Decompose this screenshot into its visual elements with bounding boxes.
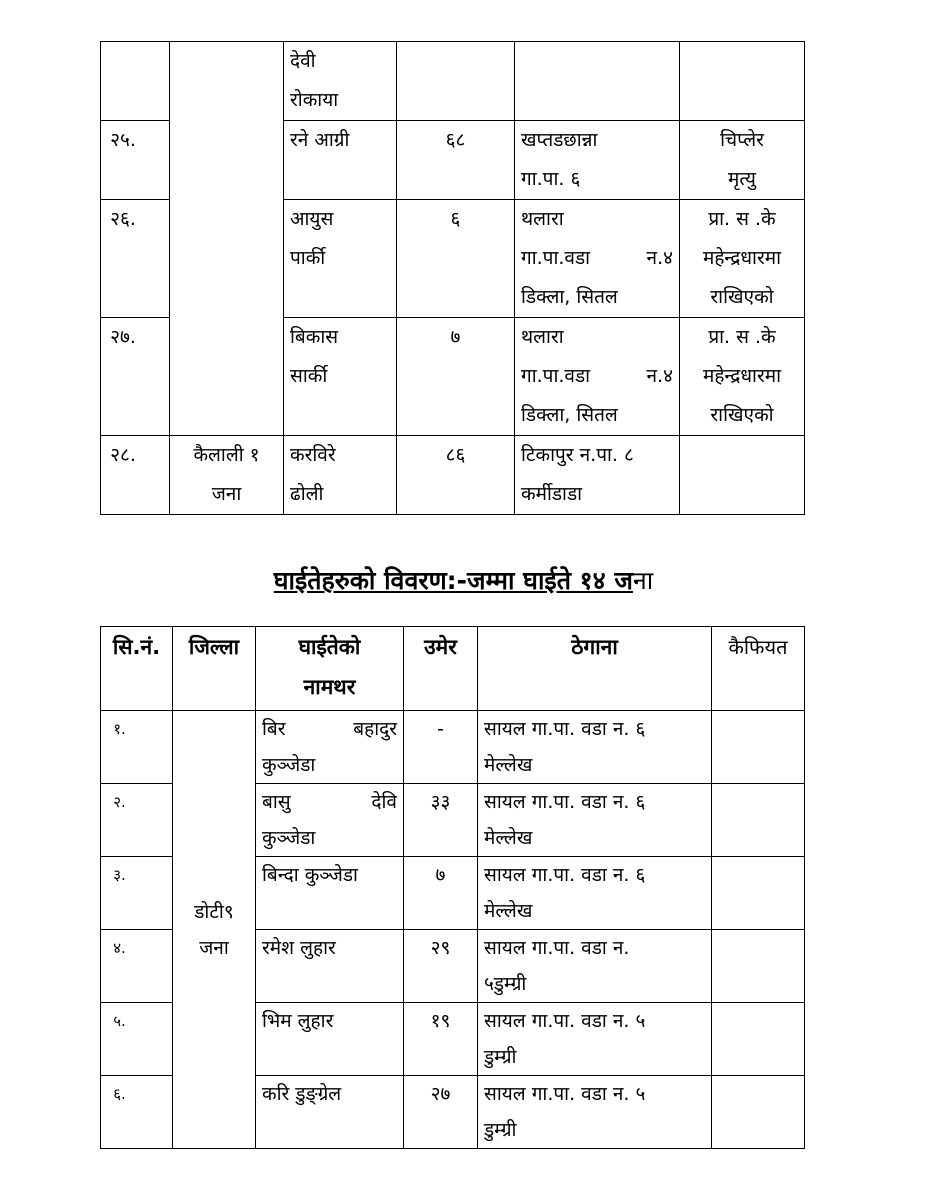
address-cell	[515, 121, 680, 200]
age-cell: ७	[404, 857, 478, 930]
name-line: बासु देवि	[262, 791, 397, 813]
address-cell	[478, 784, 712, 857]
remarks-cell	[712, 930, 805, 1003]
address-cell	[478, 711, 712, 784]
serial-cell: २.	[101, 784, 173, 857]
address-cell	[478, 1003, 712, 1076]
district-line: डोटी९	[194, 900, 234, 923]
serial-cell	[101, 42, 170, 121]
name-line: रोकाया	[290, 89, 339, 111]
header-row	[101, 627, 805, 711]
name-line: करविरे	[290, 444, 336, 466]
address-line: मेल्लेख	[484, 754, 533, 776]
address-cell	[478, 930, 712, 1003]
remarks-cell	[680, 436, 805, 515]
address-line: गा.पा.वडा न.४	[521, 365, 673, 387]
address-line: मेल्लेख	[484, 827, 533, 849]
address-line: गा.पा. ६	[521, 168, 581, 190]
name-line: देवी	[290, 50, 316, 72]
remarks-cell	[680, 42, 805, 121]
address-line: सायल गा.पा. वडा न. ६	[484, 791, 646, 813]
header-address: ठेगाना	[478, 627, 712, 711]
name-line: भिम लुहार	[262, 1010, 334, 1032]
address-line: डिक्ला, सितल	[521, 404, 618, 426]
heading-rest: ना	[632, 566, 654, 595]
remarks-cell	[712, 857, 805, 930]
header-name	[256, 627, 404, 711]
header-remarks: कैफियत	[712, 627, 805, 711]
address-cell	[478, 1076, 712, 1149]
address-line: ५डुम्ग्री	[484, 973, 527, 995]
serial-cell: २५.	[101, 121, 170, 200]
deceased-table	[100, 41, 805, 515]
serial-cell: ३.	[101, 857, 173, 930]
address-cell	[478, 857, 712, 930]
remarks-line: राखिएको	[710, 286, 774, 308]
header-district: जिल्ला	[173, 627, 256, 711]
remarks-cell	[712, 711, 805, 784]
name-line: सार्की	[290, 365, 328, 387]
name-cell	[256, 930, 404, 1003]
header-age: उमेर	[404, 627, 478, 711]
heading-underlined: घाईतेहरुको विवरण:-जम्मा घाईते १४ ज	[273, 566, 633, 595]
address-line: कर्मीडाडा	[521, 483, 583, 505]
address-cell	[515, 436, 680, 515]
address-line: सायल गा.पा. वडा न. ६	[484, 718, 646, 740]
name-line: बिकास	[290, 326, 339, 348]
serial-cell: २६.	[101, 200, 170, 318]
address-line: डुम्ग्री	[484, 1119, 517, 1141]
remarks-cell	[712, 1003, 805, 1076]
address-line: गा.पा.वडा न.४	[521, 247, 673, 269]
remarks-line: राखिएको	[710, 404, 774, 426]
header-serial: सि.नं.	[101, 627, 173, 711]
name-cell	[256, 711, 404, 784]
address-line: सायल गा.पा. वडा न. ६	[484, 864, 646, 886]
address-line: थलारा	[521, 326, 564, 348]
address-line: मेल्लेख	[484, 900, 533, 922]
name-line: कुञ्जेडा	[262, 754, 316, 776]
name-cell	[284, 121, 397, 200]
address-cell	[515, 200, 680, 318]
remarks-cell	[712, 784, 805, 857]
name-line: पार्की	[290, 247, 326, 269]
address-line: थलारा	[521, 208, 564, 230]
remarks-line: महेन्द्रधारमा	[702, 365, 782, 387]
remarks-cell	[680, 200, 805, 318]
remarks-line: प्रा. स .के	[708, 208, 776, 230]
address-cell	[515, 42, 680, 121]
age-cell: ८६	[397, 436, 515, 515]
address-line: टिकापुर न.पा. ८	[521, 444, 634, 466]
remarks-line: चिप्लेर	[720, 129, 764, 151]
age-cell: ३३	[404, 784, 478, 857]
name-line: बिर बहादुर	[262, 718, 397, 740]
name-line: करि डुङ्ग्रेल	[262, 1083, 342, 1105]
section-heading	[0, 563, 927, 597]
name-cell	[284, 318, 397, 436]
age-cell: -	[404, 711, 478, 784]
district-cell	[170, 42, 284, 436]
address-line: डुम्ग्री	[484, 1046, 517, 1068]
table-row	[101, 42, 805, 121]
remarks-cell	[680, 318, 805, 436]
name-cell	[284, 200, 397, 318]
name-line: रमेश लुहार	[262, 937, 336, 959]
address-line: सायल गा.पा. वडा न. ५	[484, 1010, 646, 1032]
serial-cell: २८.	[101, 436, 170, 515]
name-line: आयुस	[290, 208, 334, 230]
age-cell: ६	[397, 200, 515, 318]
district-line: जना	[199, 936, 229, 959]
remarks-line: प्रा. स .के	[708, 326, 776, 348]
name-cell	[256, 784, 404, 857]
remarks-cell	[680, 121, 805, 200]
age-cell	[397, 42, 515, 121]
header-name-line: नामथर	[303, 675, 356, 699]
age-cell: १९	[404, 1003, 478, 1076]
age-cell: ७	[397, 318, 515, 436]
age-cell: ६८	[397, 121, 515, 200]
remarks-cell	[712, 1076, 805, 1149]
name-cell	[256, 1003, 404, 1076]
header-name-line: घाईतेको	[298, 635, 361, 659]
serial-cell: २७.	[101, 318, 170, 436]
address-line: खप्तडछान्ना	[521, 129, 598, 151]
table-row	[101, 436, 805, 515]
name-line: कुञ्जेडा	[262, 827, 316, 849]
name-line: बिन्दा कुञ्जेडा	[262, 864, 358, 886]
name-line: ढोली	[290, 483, 324, 505]
age-cell: २७	[404, 1076, 478, 1149]
name-cell	[256, 857, 404, 930]
table-row	[101, 711, 805, 784]
district-cell	[173, 711, 256, 1149]
remarks-line: महेन्द्रधारमा	[702, 247, 782, 269]
serial-cell: ५.	[101, 1003, 173, 1076]
serial-cell: ४.	[101, 930, 173, 1003]
injured-table	[100, 626, 805, 1149]
district-line: कैलाली १	[193, 444, 260, 466]
serial-cell: ६.	[101, 1076, 173, 1149]
serial-cell: १.	[101, 711, 173, 784]
name-line: रने आग्री	[290, 129, 350, 151]
age-cell: २९	[404, 930, 478, 1003]
address-line: डिक्ला, सितल	[521, 286, 618, 308]
name-cell	[284, 42, 397, 121]
address-line: सायल गा.पा. वडा न.	[484, 937, 630, 959]
name-cell	[256, 1076, 404, 1149]
address-cell	[515, 318, 680, 436]
remarks-line: मृत्यु	[728, 168, 756, 190]
district-line: जना	[211, 483, 242, 505]
address-line: सायल गा.पा. वडा न. ५	[484, 1083, 646, 1105]
district-cell	[170, 436, 284, 515]
name-cell	[284, 436, 397, 515]
